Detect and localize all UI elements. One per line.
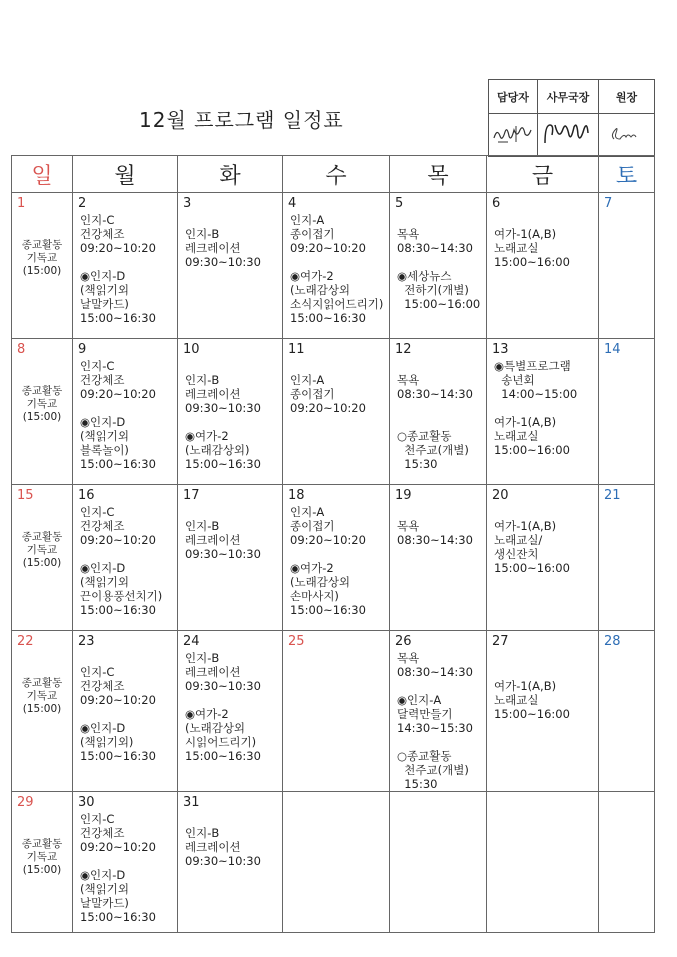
day-cell: [12, 792, 73, 933]
weekday-header-row: [12, 156, 655, 193]
day-number: 23: [78, 634, 95, 649]
weekday-wed: 수: [283, 156, 390, 193]
day-events: 여가-1(A,B) 노래교실 15:00~16:00: [494, 227, 570, 269]
signature-secretary-image: [539, 117, 597, 149]
day-number: 25: [288, 634, 305, 649]
day-events: 인지-B 레크레이션 09:30~10:30 ◉여가-2 (노래감상외 시읽어드리기) 15:00~16:30: [185, 651, 261, 763]
approval-signature-manager: [489, 114, 538, 157]
day-events: [599, 649, 654, 651]
day-cell: [73, 792, 178, 933]
day-cell: [12, 193, 73, 339]
day-events: 목욕 08:30~14:30 ◉세상뉴스 전하기(개별) 15:00~16:00: [397, 227, 481, 311]
day-number: 27: [492, 634, 509, 649]
day-number: 10: [183, 342, 200, 357]
day-number: 16: [78, 488, 95, 503]
approval-header-secretary: 사무국장: [538, 80, 599, 114]
day-cell: [599, 339, 655, 485]
day-number: 24: [183, 634, 200, 649]
day-cell: [390, 193, 487, 339]
day-events: 목욕 08:30~14:30: [397, 519, 473, 547]
day-events: [390, 795, 486, 797]
weekday-thu: 목: [390, 156, 487, 193]
day-number: 28: [604, 634, 621, 649]
day-events: [599, 357, 654, 359]
day-events: 인지-B 레크레이션 09:30~10:30: [185, 227, 261, 269]
day-cell: [178, 339, 283, 485]
day-cell: [599, 792, 655, 933]
day-events: 인지-B 레크레이션 09:30~10:30: [185, 826, 261, 868]
day-events: [283, 795, 389, 797]
day-cell: [283, 631, 390, 792]
day-events: 인지-C 건강체조 09:20~10:20 ◉인지-D (책읽기외 끈이용풍선치기) 15:00~16:30: [80, 505, 163, 617]
approval-header-manager: 담당자: [489, 80, 538, 114]
weekday-tue: 화: [178, 156, 283, 193]
day-cell: [283, 339, 390, 485]
day-number: 20: [492, 488, 509, 503]
day-events: 인지-B 레크레이션 09:30~10:30: [185, 519, 261, 561]
day-number: 15: [17, 488, 34, 503]
day-events: 종교활동 기독교 (15:00): [21, 677, 63, 715]
day-number: 18: [288, 488, 305, 503]
day-cell: [390, 792, 487, 933]
day-number: 3: [183, 196, 192, 211]
day-cell: [390, 339, 487, 485]
day-cell: [283, 193, 390, 339]
signature-manager-image: [490, 118, 536, 148]
weekday-mon: 월: [73, 156, 178, 193]
day-events: [487, 795, 598, 797]
day-cell: [390, 631, 487, 792]
week-row: [12, 485, 655, 631]
day-events: [599, 795, 654, 797]
day-events: 인지-C 건강체조 09:20~10:20 ◉인지-D (책읽기외 날말카드) 15:00~16:30: [80, 812, 156, 924]
day-cell: [178, 631, 283, 792]
day-events: 인지-C 건강체조 09:20~10:20 ◉인지-D (책읽기외 날말카드) 15:00~16:30: [80, 213, 156, 325]
day-number: 21: [604, 488, 621, 503]
day-events: 인지-A 종이접기 09:20~10:20: [290, 373, 366, 415]
day-number: 17: [183, 488, 200, 503]
day-events: 인지-C 건강체조 09:20~10:20 ◉인지-D (책읽기외) 15:00~16:30: [80, 665, 156, 763]
day-events: [599, 503, 654, 505]
day-cell: [599, 631, 655, 792]
weekday-sun: 일: [12, 156, 73, 193]
day-number: 1: [17, 196, 26, 211]
day-events: ◉특별프로그램 송년회 14:00~15:00 여가-1(A,B) 노래교실 15:00~16:00: [494, 359, 578, 457]
day-events: 목욕 08:30~14:30 ○종교활동 천주교(개별) 15:30: [397, 373, 473, 471]
day-cell: [283, 485, 390, 631]
day-events: 여가-1(A,B) 노래교실/ 생신잔치 15:00~16:00: [494, 519, 570, 575]
day-number: 14: [604, 342, 621, 357]
day-number: 22: [17, 634, 34, 649]
day-cell: [73, 193, 178, 339]
day-events: 종교활동 기독교 (15:00): [21, 838, 63, 876]
day-cell: [178, 792, 283, 933]
day-cell: [390, 485, 487, 631]
day-cell: [73, 339, 178, 485]
day-number: 13: [492, 342, 509, 357]
day-events: [599, 211, 654, 213]
day-cell: [73, 631, 178, 792]
day-events: 인지-B 레크레이션 09:30~10:30 ◉여가-2 (노래감상외) 15:00~16:30: [185, 373, 261, 471]
day-cell: [487, 339, 599, 485]
week-row: [12, 339, 655, 485]
day-number: 19: [395, 488, 412, 503]
week-row: [12, 792, 655, 933]
day-cell: [73, 485, 178, 631]
day-cell: [178, 193, 283, 339]
day-events: 여가-1(A,B) 노래교실 15:00~16:00: [494, 679, 570, 721]
day-number: 30: [78, 795, 95, 810]
day-cell: [599, 193, 655, 339]
day-cell: [12, 339, 73, 485]
day-events: [283, 649, 389, 651]
approval-box: [488, 79, 655, 157]
day-number: 5: [395, 196, 404, 211]
approval-header-director: 원장: [599, 80, 655, 114]
day-events: 인지-C 건강체조 09:20~10:20 ◉인지-D (책읽기외 블록놀이) 15:00~16:30: [80, 359, 156, 471]
day-number: 11: [288, 342, 305, 357]
weekday-sat: 토: [599, 156, 655, 193]
signature-director-image: [602, 119, 652, 147]
day-number: 4: [288, 196, 297, 211]
day-cell: [283, 792, 390, 933]
day-events: 종교활동 기독교 (15:00): [21, 239, 63, 277]
day-events: 종교활동 기독교 (15:00): [21, 531, 63, 569]
week-row: [12, 193, 655, 339]
day-events: 목욕 08:30~14:30 ◉인지-A 달력만들기 14:30~15:30 ○종교활동 천주교(개별) 15:30: [397, 651, 473, 791]
day-cell: [12, 485, 73, 631]
page-title: 12월 프로그램 일정표: [139, 108, 344, 132]
week-row: [12, 631, 655, 792]
day-number: 26: [395, 634, 412, 649]
day-number: 31: [183, 795, 200, 810]
weekday-fri: 금: [487, 156, 599, 193]
day-cell: [487, 193, 599, 339]
day-cell: [599, 485, 655, 631]
approval-signature-secretary: [538, 114, 599, 157]
day-events: 인지-A 종이접기 09:20~10:20 ◉여가-2 (노래감상외 손마사지) 15:00~16:30: [290, 505, 366, 617]
day-number: 12: [395, 342, 412, 357]
day-cell: [487, 631, 599, 792]
day-cell: [487, 792, 599, 933]
day-number: 8: [17, 342, 26, 357]
day-cell: [178, 485, 283, 631]
day-events: 인지-A 종이접기 09:20~10:20 ◉여가-2 (노래감상외 소식지읽어드리기) 15:00~16:30: [290, 213, 384, 325]
day-number: 2: [78, 196, 87, 211]
day-number: 7: [604, 196, 613, 211]
day-cell: [487, 485, 599, 631]
day-cell: [12, 631, 73, 792]
day-number: 9: [78, 342, 87, 357]
calendar-table: [11, 155, 655, 933]
day-events: 종교활동 기독교 (15:00): [21, 385, 63, 423]
day-number: 29: [17, 795, 34, 810]
day-number: 6: [492, 196, 501, 211]
approval-signature-director: [599, 114, 655, 157]
